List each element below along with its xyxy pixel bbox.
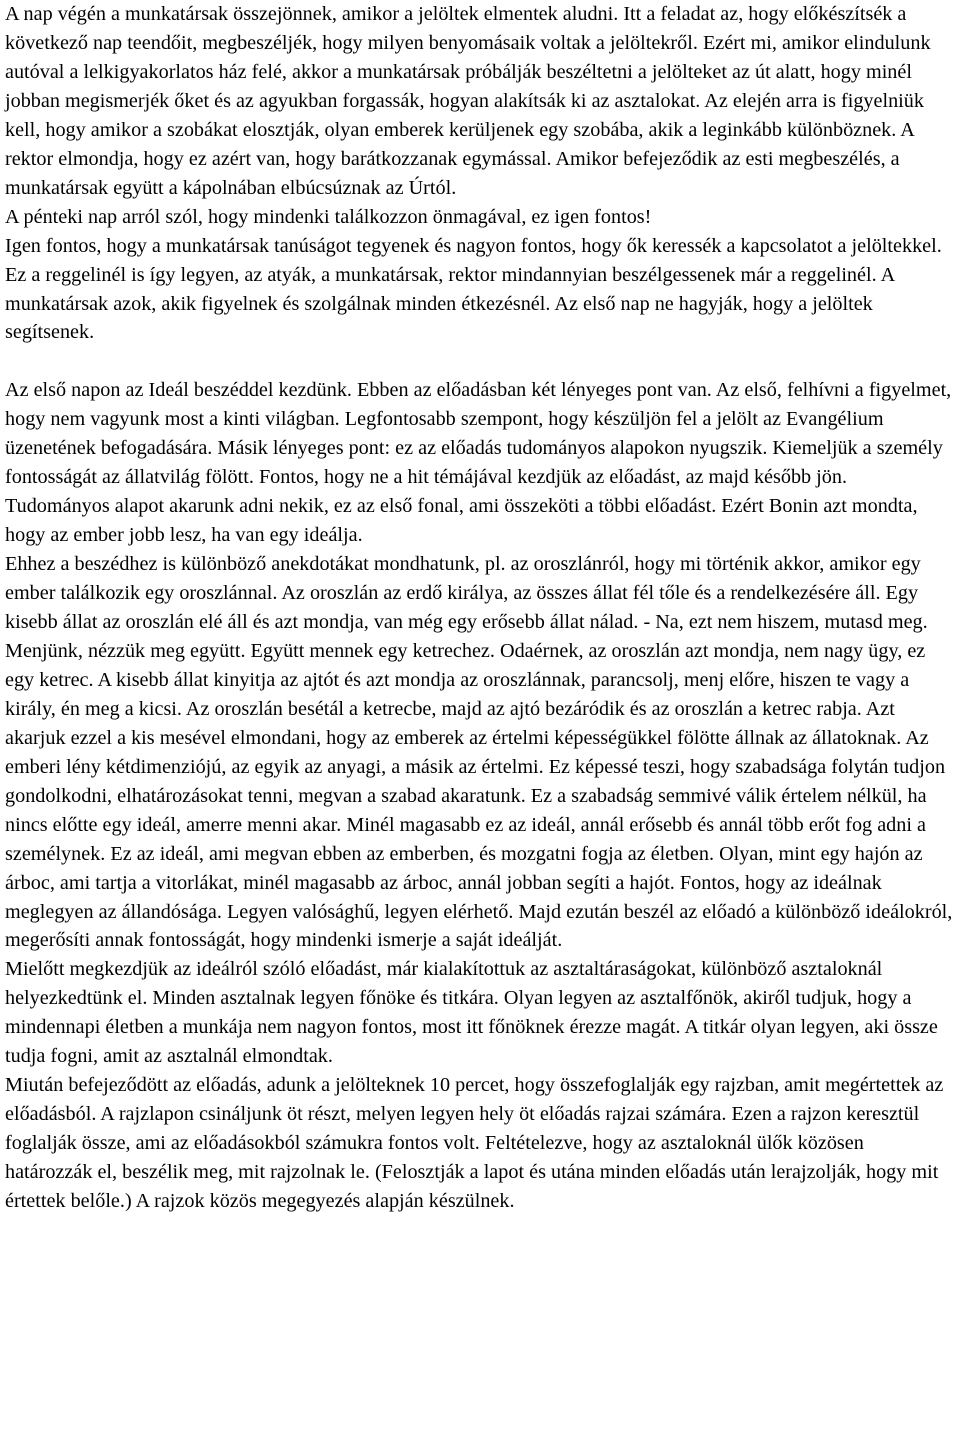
paragraph-witness: Igen fontos, hogy a munkatársak tanúságot tegyenek és nagyon fontos, hogy ők keressék a kapcsolatot a jelöltekkel. Ez a reggelinél is így legyen, az atyák, a munkatársak, rektor mindannyian beszélgessenek már a reggelinél. A munkatársak azok, akik figyelnek és szolgálnak minden étkezésnél. Az első nap ne hagyják, hogy a jelöltek segítsenek. xyxy=(5,234,942,344)
paragraph-spacer xyxy=(5,347,955,376)
paragraph-table-groups: Mielőtt megkezdjük az ideálról szóló előadást, már kialakítottuk az asztaltáraságokat, különböző asztaloknál helyezkedtünk el. Minden asztalnak legyen főnöke és titkára. Olyan legyen az asztalfőnök, akiről tudjuk, hogy a mindennapi életben a munkája nem nagyon fontos, most itt főnöknek érezze magát. A titkár olyan legyen, aki össze tudja fogni, amit az asztalnál elmondtak. xyxy=(5,958,938,1068)
paragraph-drawing: Miután befejeződött az előadás, adunk a jelölteknek 10 percet, hogy összefoglalják egy rajzban, amit megértettek az előadásból. A rajzlapon csináljunk öt részt, melyen legyen hely öt előadás rajzai számára. Ezen a rajzon keresztül foglalják össze, ami az előadásokból számukra fontos volt. Feltételezve, hogy az asztaloknál ülők közösen határozzák el, beszélik meg, mit rajzolnak le. (Felosztják a lapot és utána minden előadás után lerajzolják, hogy mit értettek belőle.) A rajzok közös megegyezés alapján készülnek. xyxy=(5,1074,944,1213)
paragraph-friday: A pénteki nap arról szól, hogy mindenki találkozzon önmagával, ez igen fontos! xyxy=(5,205,652,228)
paragraph-lion-anecdote: Ehhez a beszédhez is különböző anekdotákat mondhatunk, pl. az oroszlánról, hogy mi történik akkor, amikor egy ember találkozik egy oroszlánnal. Az oroszlán az erdő királya, az összes állat fél tőle és a rendelkezésére áll. Egy kisebb állat az oroszlán elé áll és azt mondja, van még egy erősebb állat nálad. - Na, ezt nem hiszem, mutasd meg. Menjünk, nézzük meg együtt. Együtt mennek egy ketrechez. Odaérnek, az oroszlán azt mondja, nem nagy ügy, ez egy ketrec. A kisebb állat kinyitja az ajtót és azt mondja az oroszlánnak, parancsolj, menj előre, hiszen te vagy a király, én meg a kicsi. Az oroszlán besétál a ketrecbe, majd az ajtó bezáródik és az oroszlán a ketrec rabja. Azt akarjuk ezzel a kis mesével elmondani, hogy az emberek az értelmi képességükkel fölötte állnak az állatoknak. Az emberi lény kétdimenziójú, az egyik az anyagi, a másik az értelmi. Ez képessé teszi, hogy szabadsága folytán tudjon gondolkodni, elhatározásokat tenni, megvan a szabad akaratunk. Ez a szabadság semmivé válik értelem nélkül, ha nincs előtte egy ideál, amerre menni akar. Minél magasabb ez az ideál, annál erősebb és annál több erőt fog adni a személynek. Ez az ideál, ami megvan ebben az emberben, és mozgatni fogja az életben. Olyan, mint egy hajón az árboc, ami tartja a vitorlákat, minél magasabb az árboc, annál jobban segíti a hajót. Fontos, hogy az ideálnak meglegyen az állandósága. Legyen valósághű, legyen elérhető. Majd ezután beszél az előadó a különböző ideálokról, megerősíti annak fontosságát, hogy mindenki ismerje a saját ideálját. xyxy=(5,553,953,952)
paragraph-evening-meeting: A nap végén a munkatársak összejönnek, amikor a jelöltek elmentek aludni. Itt a feladat az, hogy előkészítsék a következő nap teendőit, megbeszéljék, hogy milyen benyomásaik voltak a jelöltekről. Ezért mi, amikor elindulunk autóval a lelkigyakorlatos ház felé, akkor a munkatársak próbálják beszéltetni a jelölteket az út alatt, hogy minél jobban megismerjék őket és az agyukban forgassák, hogyan alakítsák ki az asztalokat. Az elején arra is figyelniük kell, hogy amikor a szobákat elosztják, olyan emberek kerüljenek egy szobába, akik a leginkább különböznek. A rektor elmondja, hogy ez azért van, hogy barátkozzanak egymással. Amikor befejeződik az esti megbeszélés, a munkatársak együtt a kápolnában elbúcsúznak az Úrtól. xyxy=(5,3,931,199)
paragraph-ideal-talk: Az első napon az Ideál beszéddel kezdünk. Ebben az előadásban két lényeges pont van. Az első, felhívni a figyelmet, hogy nem vagyunk most a kinti világban. Legfontosabb szempont, hogy készüljön fel a jelölt az Evangélium üzenetének befogadására. Másik lényeges pont: ez az előadás tudományos alapokon nyugszik. Kiemeljük a személy fontosságát az állatvilág fölött. Fontos, hogy ne a hit témájával kezdjük az előadást, az majd később jön. Tudományos alapot akarunk adni nekik, ez az első fonal, ami összeköti a többi előadást. Ezért Bonin azt mondta, hogy az ember jobb lesz, ha van egy ideálja. xyxy=(5,379,952,547)
